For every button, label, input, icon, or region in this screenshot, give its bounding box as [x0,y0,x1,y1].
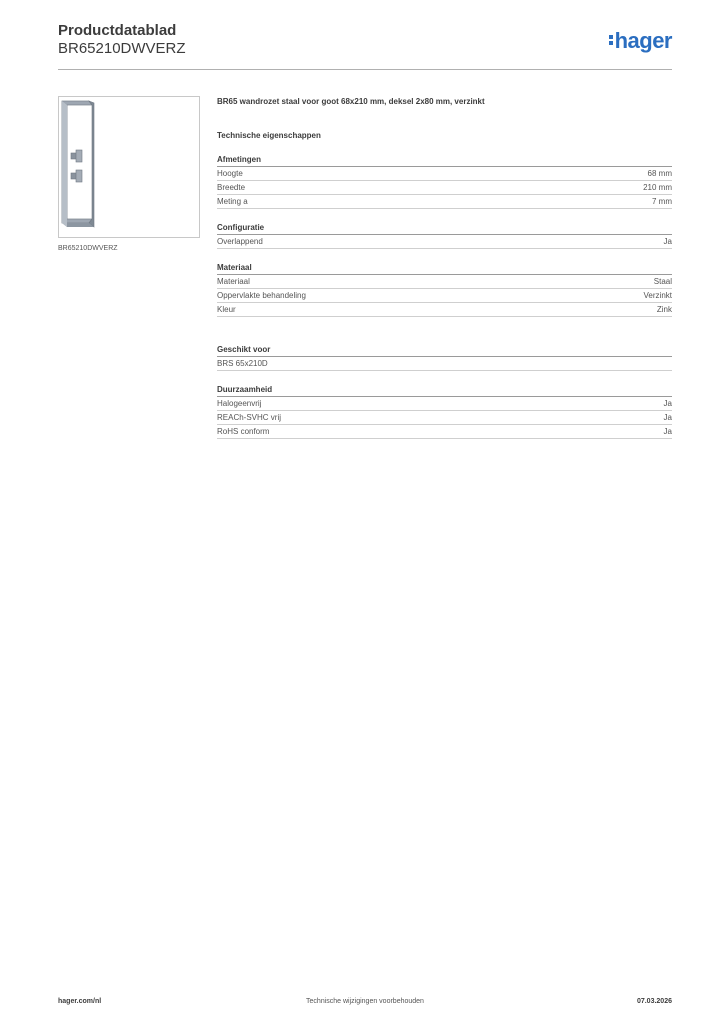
footer-date: 07.03.2026 [636,998,672,1005]
spec-label: Kleur [217,305,236,314]
spec-row [217,235,672,249]
logo-dots-icon [609,33,613,47]
group-title: Materiaal [217,262,672,275]
group-materiaal [217,262,672,317]
spec-label: BRS 65x210D [217,359,268,368]
spec-value: 7 mm [652,197,672,206]
spec-value: Ja [663,399,672,408]
spec-row [217,357,672,371]
footer-website-link[interactable]: hager.com/nl [58,998,102,1005]
spec-value: 210 mm [643,183,672,192]
wall-rosette-illustration-icon [59,97,199,237]
spec-row [217,289,672,303]
hager-logo [609,28,672,54]
footer-notice: Technische wijzigingen voorbehouden [306,998,424,1005]
group-title: Geschikt voor [217,344,672,357]
spec-label: Materiaal [217,277,250,286]
spec-label: Meting a [217,197,248,206]
logo-text: hager [614,28,672,53]
page-header [58,22,672,70]
spec-label: Halogeenvrij [217,399,262,408]
spec-row [217,275,672,289]
spec-value: 68 mm [647,169,672,178]
group-title: Duurzaamheid [217,384,672,397]
image-caption: BR65210DWVERZ [58,245,118,252]
spec-value: Ja [663,413,672,422]
spec-row [217,195,672,209]
spec-label: Hoogte [217,169,243,178]
spec-value: Staal [653,277,672,286]
spec-content [217,96,672,436]
group-duurzaamheid [217,384,672,439]
spec-row [217,167,672,181]
spec-value: Ja [663,237,672,246]
product-code: BR65210DWVERZ [58,40,186,57]
group-geschikt-voor [217,344,672,371]
page-footer [58,998,672,1010]
spec-row [217,397,672,411]
spec-label: Oppervlakte behandeling [217,291,306,300]
spec-label: RoHS conform [217,427,270,436]
spec-row [217,425,672,439]
spec-label: Overlappend [217,237,263,246]
spec-label: REACh-SVHC vrij [217,413,282,422]
section-title: Technische eigenschappen [217,131,321,140]
spec-value: Ja [663,427,672,436]
product-image [58,96,200,238]
spec-label: Breedte [217,183,246,192]
spec-value: Verzinkt [643,291,672,300]
group-afmetingen [217,154,672,209]
group-title: Afmetingen [217,154,672,167]
spec-row [217,181,672,195]
group-configuratie [217,222,672,249]
group-title: Configuratie [217,222,672,235]
document-title: Productdatablad [58,22,177,39]
spec-value: Zink [656,305,672,314]
product-description: BR65 wandrozet staal voor goot 68x210 mm, deksel 2x80 mm, verzinkt [217,97,485,106]
spec-row [217,411,672,425]
spec-row [217,303,672,317]
